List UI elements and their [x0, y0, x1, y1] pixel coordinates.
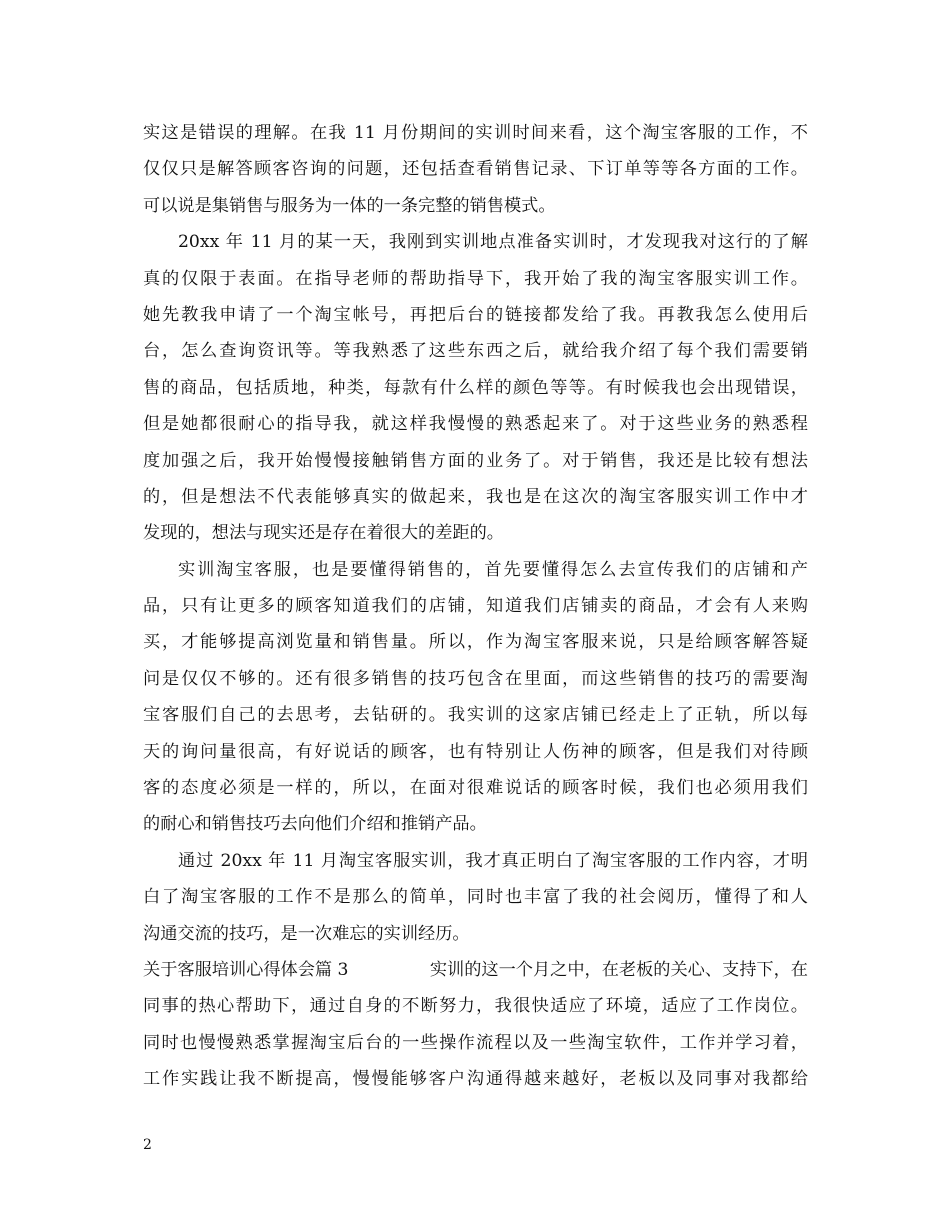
text-line: 问是仅仅不够的。还有很多销售的技巧包含在里面，而这些销售的技巧的需要淘	[143, 668, 808, 689]
text-line: 品，只有让更多的顾客知道我们的店铺，知道我们店铺卖的商品，才会有人来购	[143, 596, 808, 617]
text-line: 台，怎么查询资讯等。等我熟悉了这些东西之后，就给我介绍了每个我们需要销	[143, 341, 808, 362]
text-line: 同时也慢慢熟悉掌握淘宝后台的一些操作流程以及一些淘宝软件，工作并学习着，	[143, 1032, 808, 1053]
text-line: 实这是错误的理解。在我 11 月份期间的实训时间来看，这个淘宝客服的工作，不	[143, 123, 808, 143]
text-line: 沟通交流的技巧，是一次难忘的实训经历。	[143, 923, 470, 944]
section-first-text: 实训的这一个月之中，在老板的关心、支持下，在	[429, 959, 808, 980]
text-line: 的，但是想法不代表能够真实的做起来，我也是在这次的淘宝客服实训工作中才	[143, 486, 808, 507]
text-line: 可以说是集销售与服务为一体的一条完整的销售模式。	[143, 195, 556, 216]
text-line: 的耐心和销售技巧去向他们介绍和推销产品。	[143, 814, 487, 835]
text-line: 真的仅限于表面。在指导老师的帮助指导下，我开始了我的淘宝客服实训工作。	[143, 268, 808, 289]
text-line: 工作实践让我不断提高，慢慢能够客户沟通得越来越好，老板以及同事对我都给	[143, 1069, 808, 1090]
text-line: 发现的，想法与现实还是存在着很大的差距的。	[143, 523, 504, 544]
text-line: 仅仅只是解答顾客咨询的问题，还包括查看销售记录、下订单等等各方面的工作。	[143, 159, 808, 180]
text-line: 白了淘宝客服的工作不是那么的简单，同时也丰富了我的社会阅历，懂得了和人	[143, 887, 808, 908]
text-line: 度加强之后，我开始慢慢接触销售方面的业务了。对于销售，我还是比较有想法	[143, 450, 808, 471]
section-title: 关于客服培训心得体会篇 3	[143, 959, 349, 980]
text-line: 但是她都很耐心的指导我，就这样我慢慢的熟悉起来了。对于这些业务的熟悉程	[143, 414, 808, 435]
paragraph-first-line: 20xx 年 11 月的某一天，我刚到实训地点准备实训时，才发现我对这行的了解	[178, 232, 808, 253]
page-number: 2	[143, 1137, 152, 1153]
text-line: 客的态度必须是一样的，所以，在面对很难说话的顾客时候，我们也必须用我们	[143, 778, 808, 799]
paragraph-first-line: 实训淘宝客服，也是要懂得销售的，首先要懂得怎么去宣传我们的店铺和产	[178, 559, 808, 580]
text-line: 买，才能够提高浏览量和销售量。所以，作为淘宝客服来说，只是给顾客解答疑	[143, 632, 808, 653]
section-heading-line	[143, 952, 808, 988]
text-line: 宝客服们自己的去思考，去钻研的。我实训的这家店铺已经走上了正轨，所以每	[143, 705, 808, 726]
text-line: 售的商品，包括质地，种类，每款有什么样的颜色等等。有时候我也会出现错误，	[143, 377, 808, 398]
text-line: 同事的热心帮助下，通过自身的不断努力，我很快适应了环境，适应了工作岗位。	[143, 996, 808, 1017]
text-line: 她先教我申请了一个淘宝帐号，再把后台的链接都发给了我。再教我怎么使用后	[143, 304, 808, 325]
document-body	[143, 115, 808, 1098]
paragraph-first-line: 通过 20xx 年 11 月淘宝客服实训，我才真正明白了淘宝客服的工作内容，才明	[178, 850, 808, 871]
text-line: 天的询问量很高，有好说话的顾客，也有特别让人伤神的顾客，但是我们对待顾	[143, 741, 808, 762]
